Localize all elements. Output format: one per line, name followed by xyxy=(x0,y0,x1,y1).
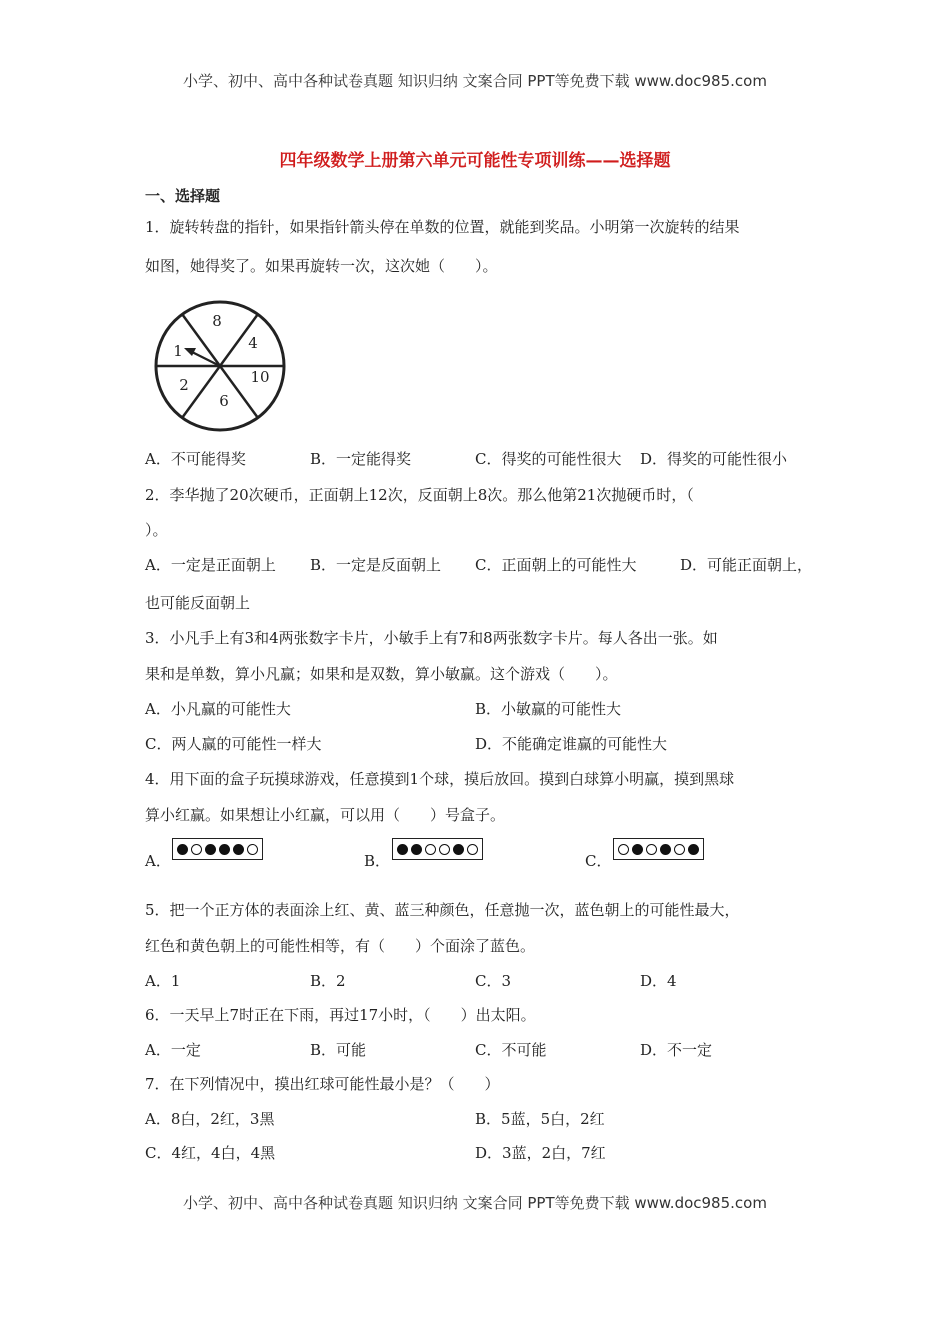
white-ball-icon xyxy=(247,844,258,855)
q5-text-line1: 5．把一个正方体的表面涂上红、黄、蓝三种颜色，任意抛一次，蓝色朝上的可能性最大， xyxy=(145,901,740,919)
q7-option-c[interactable]: C．4红，4白，4黑 xyxy=(145,1144,276,1162)
q3-option-d[interactable]: D．不能确定谁赢的可能性大 xyxy=(475,735,668,753)
q7-option-d[interactable]: D．3蓝，2白，7红 xyxy=(475,1144,606,1162)
q5-option-c[interactable]: C．3 xyxy=(475,972,512,990)
q2-option-a[interactable]: A．一定是正面朝上 xyxy=(145,556,276,574)
q7-option-a[interactable]: A．8白，2红，3黑 xyxy=(145,1110,275,1128)
q5-text-line2: 红色和黄色朝上的可能性相等，有（ ）个面涂了蓝色。 xyxy=(145,937,536,955)
black-ball-icon xyxy=(660,844,671,855)
q1-option-a[interactable]: A．不可能得奖 xyxy=(145,450,246,468)
q6-text-line1: 6．一天早上7时正在下雨，再过17小时，（ ）出太阳。 xyxy=(145,1006,536,1024)
q2-option-d[interactable]: D．可能正面朝上， xyxy=(680,556,813,574)
q3-option-c[interactable]: C．两人赢的可能性一样大 xyxy=(145,735,322,753)
white-ball-icon xyxy=(191,844,202,855)
black-ball-icon xyxy=(205,844,216,855)
q4-ball-box-b[interactable] xyxy=(392,838,483,860)
q6-option-d[interactable]: D．不一定 xyxy=(640,1041,713,1059)
wheel-number: 2 xyxy=(179,376,189,394)
black-ball-icon xyxy=(632,844,643,855)
q4-option-a-label[interactable]: A． xyxy=(145,852,171,870)
q6-option-c[interactable]: C．不可能 xyxy=(475,1041,547,1059)
q6-option-a[interactable]: A．一定 xyxy=(145,1041,201,1059)
wheel-number: 10 xyxy=(250,368,270,386)
q2-text-line1: 2．李华抛了20次硬币，正面朝上12次，反面朝上8次。那么他第21次抛硬币时，（ xyxy=(145,486,694,504)
q5-option-d[interactable]: D．4 xyxy=(640,972,677,990)
q3-option-a[interactable]: A．小凡赢的可能性大 xyxy=(145,700,291,718)
q4-option-c-label[interactable]: C． xyxy=(585,852,612,870)
black-ball-icon xyxy=(233,844,244,855)
q1-text-line2: 如图，她得奖了。如果再旋转一次，这次她（ ）。 xyxy=(145,257,498,275)
q3-text-line2: 果和是单数，算小凡赢；如果和是双数，算小敏赢。这个游戏（ ）。 xyxy=(145,665,618,683)
black-ball-icon xyxy=(688,844,699,855)
q6-option-b[interactable]: B．可能 xyxy=(310,1041,367,1059)
q4-ball-box-a[interactable] xyxy=(172,838,263,860)
black-ball-icon xyxy=(411,844,422,855)
q1-text-line1: 1．旋转转盘的指针，如果指针箭头停在单数的位置，就能到奖品。小明第一次旋转的结果 xyxy=(145,218,740,236)
spinner-wheel xyxy=(150,296,290,436)
q2-text-line2: ）。 xyxy=(145,521,168,539)
white-ball-icon xyxy=(674,844,685,855)
q7-option-b[interactable]: B．5蓝，5白，2红 xyxy=(475,1110,605,1128)
q4-text-line1: 4．用下面的盒子玩摸球游戏，任意摸到1个球，摸后放回。摸到白球算小明赢，摸到黑球 xyxy=(145,770,735,788)
q1-option-d[interactable]: D．得奖的可能性很小 xyxy=(640,450,788,468)
white-ball-icon xyxy=(439,844,450,855)
q2-option-d-cont: 也可能反面朝上 xyxy=(145,594,251,612)
wheel-number: 8 xyxy=(212,312,222,330)
q5-option-b[interactable]: B．2 xyxy=(310,972,346,990)
q4-option-b-label[interactable]: B． xyxy=(364,852,391,870)
page-header: 小学、初中、高中各种试卷真题 知识归纳 文案合同 PPT等免费下载 www.doc985.com xyxy=(183,72,767,90)
section-heading: 一、选择题 xyxy=(145,187,221,205)
q4-text-line2: 算小红赢。如果想让小红赢，可以用（ ）号盒子。 xyxy=(145,806,506,824)
q1-option-c[interactable]: C．得奖的可能性很大 xyxy=(475,450,622,468)
q3-option-b[interactable]: B．小敏赢的可能性大 xyxy=(475,700,622,718)
white-ball-icon xyxy=(618,844,629,855)
black-ball-icon xyxy=(219,844,230,855)
q2-option-c[interactable]: C．正面朝上的可能性大 xyxy=(475,556,637,574)
q3-text-line1: 3．小凡手上有3和4两张数字卡片，小敏手上有7和8两张数字卡片。每人各出一张。如 xyxy=(145,629,718,647)
white-ball-icon xyxy=(425,844,436,855)
wheel-number: 4 xyxy=(248,334,258,352)
black-ball-icon xyxy=(177,844,188,855)
page-title: 四年级数学上册第六单元可能性专项训练——选择题 xyxy=(279,151,671,171)
wheel-number: 1 xyxy=(173,342,183,360)
q2-option-b[interactable]: B．一定是反面朝上 xyxy=(310,556,442,574)
q5-option-a[interactable]: A．1 xyxy=(145,972,181,990)
black-ball-icon xyxy=(453,844,464,855)
black-ball-icon xyxy=(397,844,408,855)
white-ball-icon xyxy=(646,844,657,855)
wheel-number: 6 xyxy=(219,392,229,410)
white-ball-icon xyxy=(467,844,478,855)
q4-ball-box-c[interactable] xyxy=(613,838,704,860)
q1-option-b[interactable]: B．一定能得奖 xyxy=(310,450,412,468)
q7-text-line1: 7．在下列情况中，摸出红球可能性最小是？（ ） xyxy=(145,1075,500,1093)
page-footer: 小学、初中、高中各种试卷真题 知识归纳 文案合同 PPT等免费下载 www.doc985.com xyxy=(183,1194,767,1212)
